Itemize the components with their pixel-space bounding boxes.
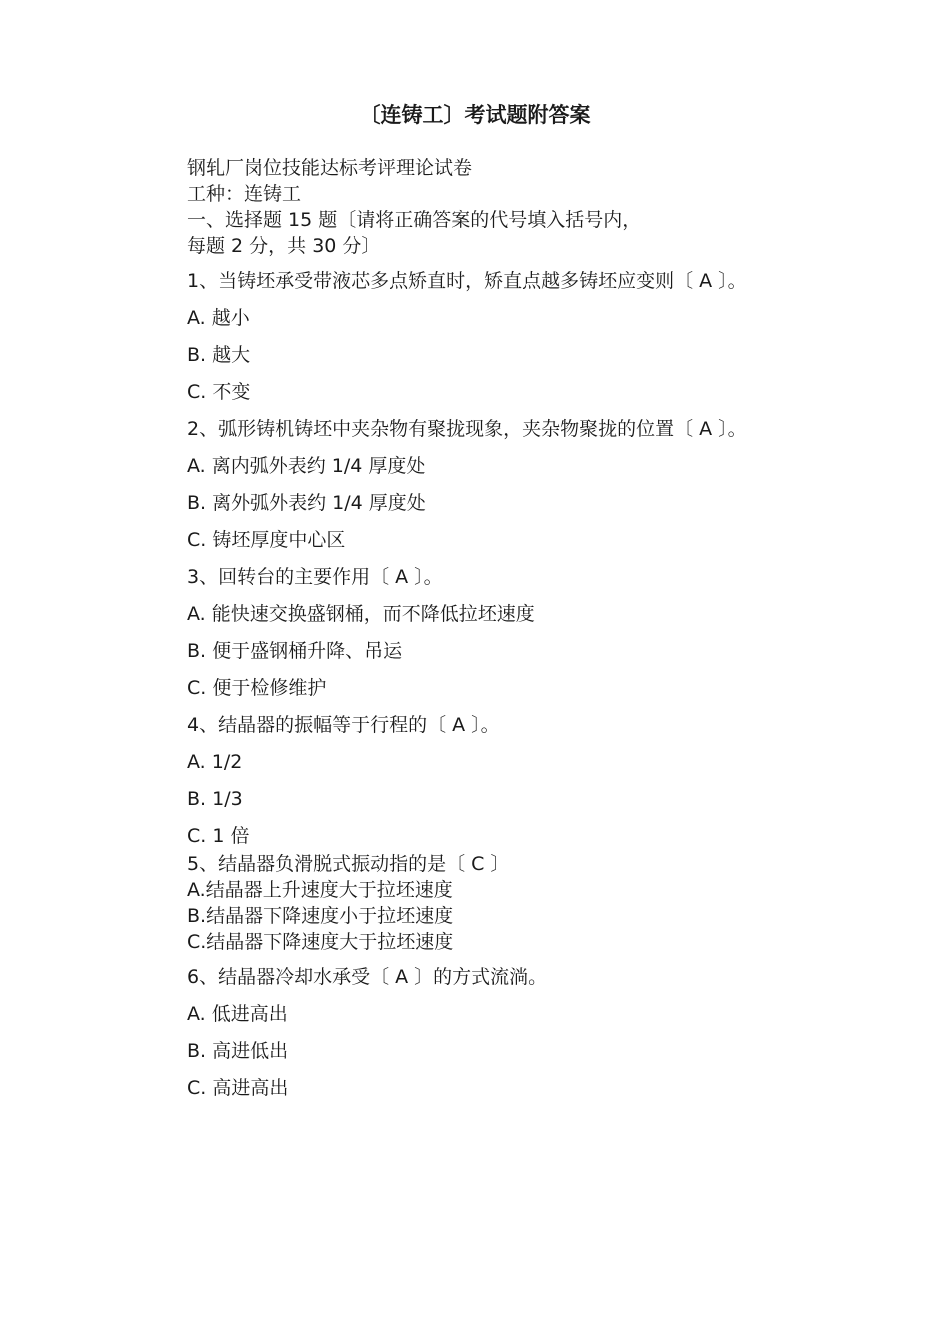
question-6-option-a: A. 低进高出	[187, 1003, 288, 1025]
job-type: 工种：连铸工	[187, 183, 302, 205]
section-heading-line-2: 每题 2 分，共 30 分〕	[187, 235, 381, 257]
question-6-stem: 6、结晶器冷却水承受〔 A 〕的方式流淌。	[187, 966, 548, 988]
question-4-option-b: B. 1/3	[187, 788, 243, 810]
question-4-stem: 4、结晶器的振幅等于行程的〔 A 〕。	[187, 714, 500, 736]
question-5-option-a: A.结晶器上升速度大于拉坯速度	[187, 879, 453, 901]
question-4-option-a: A. 1/2	[187, 751, 243, 773]
question-3-option-c: C. 便于检修维护	[187, 677, 327, 699]
question-2-stem: 2、弧形铸机铸坯中夹杂物有聚拢现象，夹杂物聚拢的位置〔 A 〕。	[187, 418, 747, 440]
question-5-option-b: B.结晶器下降速度小于拉坯速度	[187, 905, 454, 927]
question-3-option-b: B. 便于盛钢桶升降、吊运	[187, 640, 403, 662]
question-6-option-c: C. 高进高出	[187, 1077, 289, 1099]
question-4-option-c: C. 1 倍	[187, 825, 250, 847]
question-5-option-c: C.结晶器下降速度大于拉坯速度	[187, 931, 454, 953]
question-2-option-c: C. 铸坯厚度中心区	[187, 529, 346, 551]
question-1-option-a: A. 越小	[187, 307, 250, 329]
section-heading-line-1: 一、选择题 15 题〔请将正确答案的代号填入括号内，	[187, 209, 642, 231]
question-2-option-a: A. 离内弧外表约 1/4 厚度处	[187, 455, 426, 477]
question-3-stem: 3、回转台的主要作用〔 A 〕。	[187, 566, 443, 588]
question-1-stem: 1、当铸坯承受带液芯多点矫直时，矫直点越多铸坯应变则〔 A 〕。	[187, 270, 747, 292]
question-6-option-b: B. 高进低出	[187, 1040, 289, 1062]
question-1-option-c: C. 不变	[187, 381, 251, 403]
question-2-option-b: B. 离外弧外表约 1/4 厚度处	[187, 492, 426, 514]
paper-name: 钢轧厂岗位技能达标考评理论试卷	[187, 157, 473, 179]
question-3-option-a: A. 能快速交换盛钢桶，而不降低拉坯速度	[187, 603, 535, 625]
question-5-stem: 5、结晶器负滑脱式振动指的是〔 C 〕	[187, 853, 510, 875]
document-title: 〔连铸工〕考试题附答案	[359, 103, 591, 127]
question-1-option-b: B. 越大	[187, 344, 251, 366]
